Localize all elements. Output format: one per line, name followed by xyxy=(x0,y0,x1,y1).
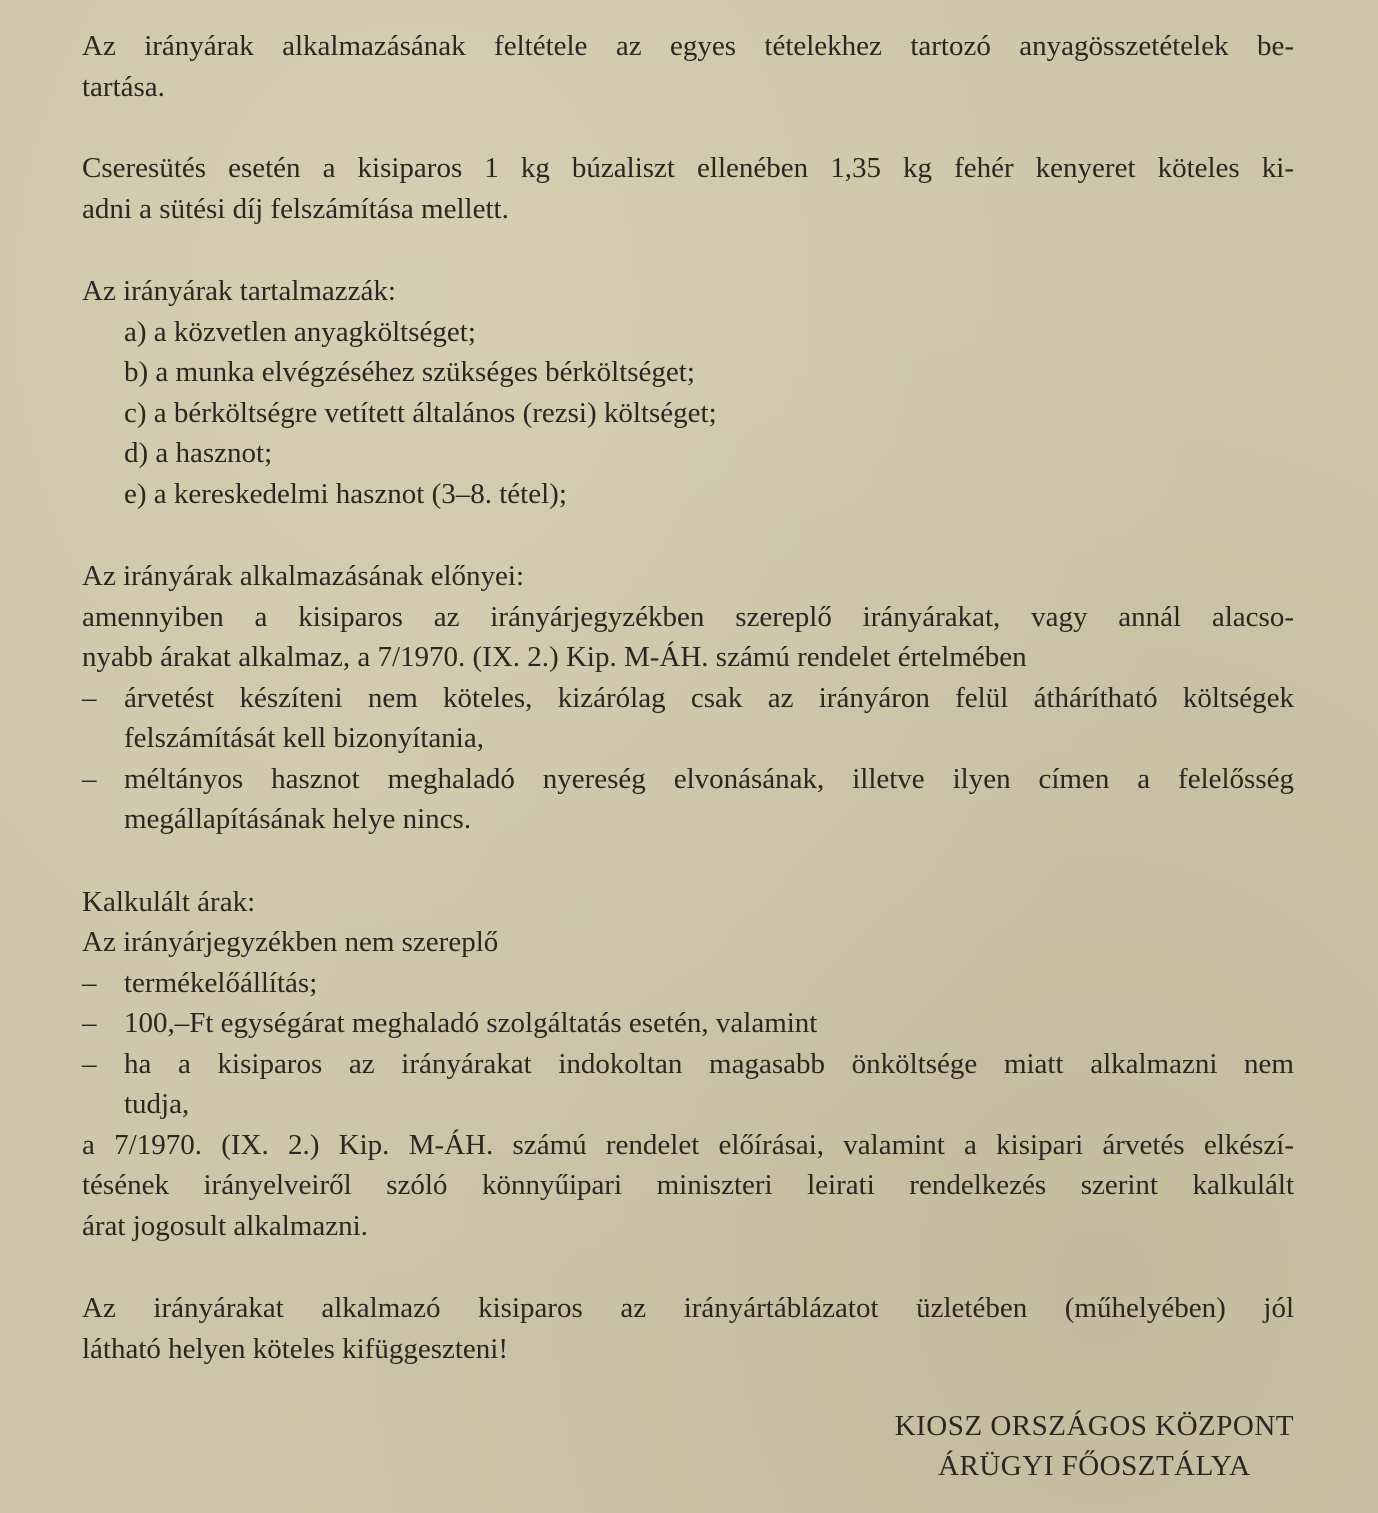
text-line: tartása. xyxy=(82,70,165,103)
paragraph-advantages xyxy=(82,556,1294,840)
text-line: árvetést készíteni nem köteles, kizárólag csak az irányáron felül áthárítható költségek xyxy=(124,681,1294,714)
dash-list-item xyxy=(82,759,1294,840)
dash-list-item xyxy=(82,963,1294,1004)
text-line: tésének irányelveiről szóló könnyűipari miniszteri leirati rendelkezés szerint kalkulált xyxy=(82,1169,1294,1201)
signature-block xyxy=(895,1406,1294,1486)
paragraph-conditions xyxy=(82,26,1294,107)
dash-list-item xyxy=(82,1044,1294,1125)
text-line: a 7/1970. (IX. 2.) Kip. M-ÁH. számú rendelet előírásai, valamint a kisipari árvetés elkészí- xyxy=(82,1128,1294,1161)
text-line: felszámítását kell bizonyítania, xyxy=(124,722,484,754)
text-line: látható helyen köteles kifüggeszteni! xyxy=(82,1332,508,1365)
list-item: c) a bérköltségre vetített általános (rezsi) költséget; xyxy=(124,396,717,429)
text-line: méltányos hasznot meghaladó nyereség elvonásának, illetve ilyen címen a felelősség xyxy=(124,762,1294,795)
text-line: amennyiben a kisiparos az irányárjegyzékben szereplő irányárakat, vagy annál alacso- xyxy=(82,600,1294,633)
dash-bullet: – xyxy=(82,762,97,795)
paragraph-display-notice xyxy=(82,1288,1294,1369)
text-line: Cseresütés esetén a kisiparos 1 kg búzaliszt ellenében 1,35 kg fehér kenyeret köteles ki- xyxy=(82,152,1294,184)
list-item: a) a közvetlen anyagköltséget; xyxy=(124,315,476,348)
list-item: d) a hasznot; xyxy=(124,437,273,469)
text-line: termékelőállítás; xyxy=(124,966,318,999)
text-line: árat jogosult alkalmazni. xyxy=(82,1209,368,1242)
paragraph-bread-exchange xyxy=(82,148,1294,229)
text-line: ha a kisiparos az irányárakat indokoltan magasabb önköltsége miatt alkalmazni nem xyxy=(124,1047,1294,1080)
section-heading: Az irányárak tartalmazzák: xyxy=(82,275,396,307)
signature-line: ÁRÜGYI FŐOSZTÁLYA xyxy=(938,1450,1251,1482)
signature-line: KIOSZ ORSZÁGOS KÖZPONT xyxy=(894,1410,1294,1442)
paragraph-price-contents xyxy=(82,271,1294,514)
list-item: e) a kereskedelmi hasznot (3–8. tétel); xyxy=(124,477,567,510)
text-line: tudja, xyxy=(124,1088,190,1120)
dash-bullet: – xyxy=(82,1047,97,1080)
list-item: b) a munka elvégzéséhez szükséges bérköltséget; xyxy=(124,356,695,388)
dash-bullet: – xyxy=(82,1007,97,1039)
paragraph-calculated-prices xyxy=(82,882,1294,1247)
dash-list-item xyxy=(82,1003,1294,1044)
text-line: nyabb árakat alkalmaz, a 7/1970. (IX. 2.) Kip. M-ÁH. számú rendelet értelmében xyxy=(82,641,1027,673)
text-line: adni a sütési díj felszámítása mellett. xyxy=(82,192,509,225)
text-line: Az irányárakat alkalmazó kisiparos az irányártáblázatot üzletében (műhelyében) jól xyxy=(82,1292,1294,1324)
text-line: Az irányárak alkalmazásának feltétele az egyes tételekhez tartozó anyagösszetételek be- xyxy=(82,30,1294,62)
section-heading: Kalkulált árak: xyxy=(82,885,256,918)
dash-bullet: – xyxy=(82,681,97,714)
text-line: Az irányárjegyzékben nem szereplő xyxy=(82,926,499,958)
dash-list-item xyxy=(82,678,1294,759)
dash-bullet: – xyxy=(82,966,97,999)
section-heading: Az irányárak alkalmazásának előnyei: xyxy=(82,560,525,592)
text-line: 100,–Ft egységárat meghaladó szolgáltatás esetén, valamint xyxy=(124,1007,818,1039)
text-line: megállapításának helye nincs. xyxy=(124,803,472,835)
